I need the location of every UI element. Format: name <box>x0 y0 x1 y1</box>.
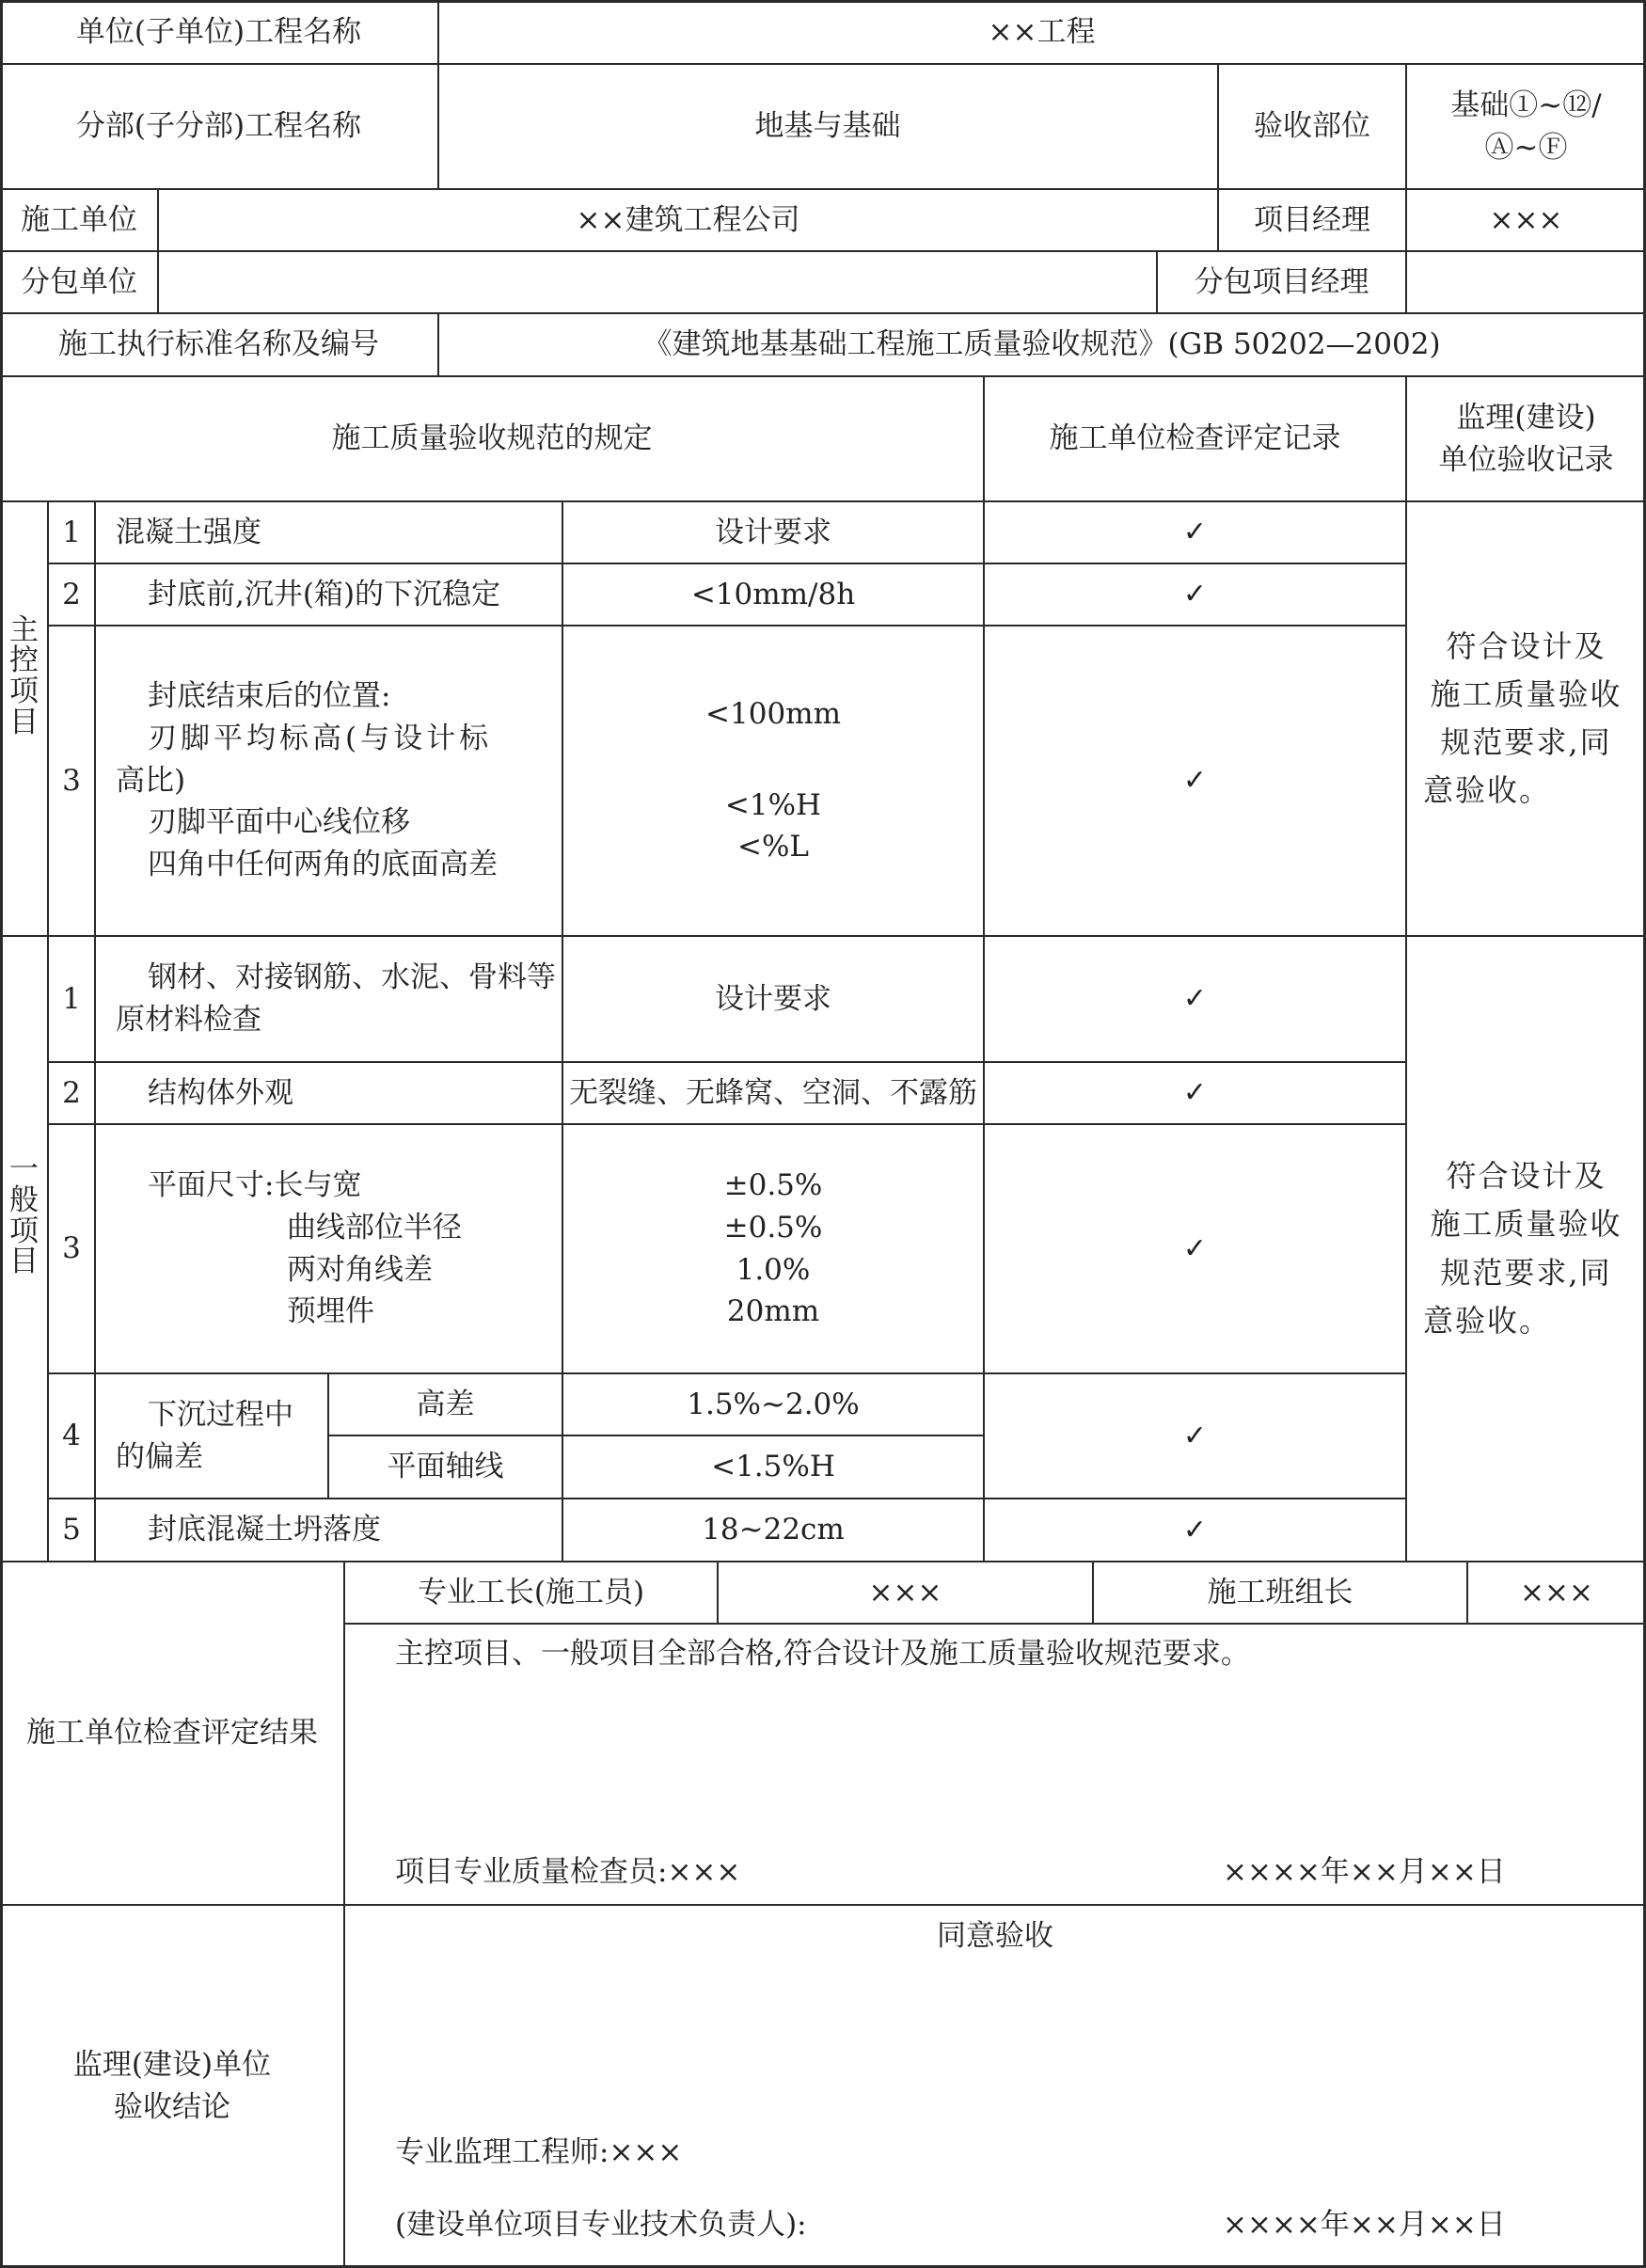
grid-line <box>344 1623 1646 1625</box>
grid-line <box>0 250 1646 252</box>
grid-line <box>48 1498 1406 1499</box>
g-item-3-desc <box>95 1124 562 1373</box>
g-item-4-sub2: 平面轴线 <box>387 1450 504 1484</box>
g-item-1-no: 1 <box>62 981 81 1016</box>
g-item-3-req-line: ±0.5% <box>723 1167 823 1202</box>
g-item-2-check: ✓ <box>1182 1076 1208 1110</box>
standard-value: 《建筑地基基础工程施工质量验收规范》(GB 50202—2002) <box>642 327 1441 362</box>
mc-item-2-req: <10mm/8h <box>690 577 856 611</box>
g-item-2-no: 2 <box>62 1075 81 1110</box>
mc-item-3-desc-line: 四角中任何两角的底面高差 <box>148 848 498 882</box>
main-control-char: 项 <box>9 674 39 708</box>
unit-project-value: ××工程 <box>988 14 1096 49</box>
result-date: ××××年××月××日 <box>1223 1854 1506 1889</box>
g-item-3-check: ✓ <box>1182 1231 1208 1265</box>
g-item-3-req-line: ±0.5% <box>723 1210 823 1245</box>
g-item-4-sub1: 高差 <box>416 1387 475 1421</box>
mc-item-3-desc-line: 高比) <box>116 763 186 798</box>
general-label <box>0 936 48 1562</box>
project-manager-value: ××× <box>1489 202 1563 237</box>
general-char: 一 <box>9 1152 39 1187</box>
main-control-char: 目 <box>9 705 39 739</box>
supervisor-column-header <box>1406 376 1646 501</box>
grid-line <box>0 375 1646 377</box>
supervision-label <box>0 1905 344 2268</box>
mc-item-3-no: 3 <box>62 763 81 798</box>
grid-line <box>437 0 439 189</box>
mc-item-3-desc <box>95 626 562 936</box>
grid-line <box>94 501 96 1562</box>
general-char: 项 <box>9 1213 39 1248</box>
g-item-3-desc-line: 两对角线差 <box>287 1252 433 1287</box>
outer-border-left <box>0 0 3 2268</box>
mc-item-2-check: ✓ <box>1182 578 1208 611</box>
sub-project-value: 地基与基础 <box>754 109 901 144</box>
outer-border-top <box>0 0 1646 3</box>
grid-line <box>1217 64 1219 251</box>
mc-item-3-desc-line: 刃脚平面中心线位移 <box>148 805 410 840</box>
supervision-tech-lead: (建设单位项目专业技术负责人): <box>395 2207 807 2242</box>
g-supervisor-line: 意验收。 <box>1423 1302 1552 1339</box>
supervision-label-line2: 验收结论 <box>114 2090 230 2124</box>
grid-line <box>0 312 1646 314</box>
grid-line <box>343 1562 345 2268</box>
supervision-label-line1: 监理(建设)单位 <box>72 2048 272 2083</box>
construction-unit-value: ××建筑工程公司 <box>576 202 800 237</box>
mc-item-3-req <box>562 626 984 936</box>
foreman-label: 专业工长(施工员) <box>417 1575 645 1610</box>
spec-column-header: 施工质量验收规范的规定 <box>331 421 653 456</box>
main-control-label <box>0 501 48 936</box>
team-leader-label: 施工班组长 <box>1207 1575 1353 1610</box>
g-item-2-desc: 结构体外观 <box>148 1075 293 1110</box>
standard-label: 施工执行标准名称及编号 <box>58 327 379 362</box>
grid-line <box>983 376 985 1562</box>
construction-unit-label: 施工单位 <box>21 202 137 237</box>
grid-line <box>1405 376 1407 1562</box>
mc-supervisor-record <box>1406 501 1646 936</box>
mc-item-3-check: ✓ <box>1182 764 1208 798</box>
team-leader-value: ××× <box>1520 1575 1593 1610</box>
g-supervisor-line: 规范要求,同 <box>1440 1254 1612 1291</box>
g-item-4-check: ✓ <box>1182 1419 1208 1452</box>
g-item-3-req-line: 1.0% <box>736 1252 811 1287</box>
mc-supervisor-line: 规范要求,同 <box>1440 724 1612 760</box>
acceptance-part-line2: Ⓐ~Ⓕ <box>1484 130 1568 165</box>
supervisor-header-line1: 监理(建设) <box>1456 400 1596 435</box>
g-item-4-no: 4 <box>62 1419 81 1453</box>
general-char: 目 <box>9 1245 39 1279</box>
g-item-3-req-line: 20mm <box>726 1294 820 1329</box>
grid-line <box>0 935 1646 937</box>
g-item-4-desc <box>95 1373 328 1499</box>
g-item-3-req <box>562 1124 984 1373</box>
mc-item-3-desc-line: 封底结束后的位置: <box>148 678 391 713</box>
main-control-char: 控 <box>9 643 39 678</box>
subcontract-unit-value <box>158 251 1157 313</box>
mc-item-2-desc: 封底前,沉井(箱)的下沉稳定 <box>148 577 501 611</box>
sub-project-label: 分部(子分部)工程名称 <box>75 109 362 144</box>
grid-line <box>1156 251 1158 313</box>
mc-supervisor-line: 符合设计及 <box>1446 627 1606 664</box>
grid-line <box>0 63 1646 65</box>
mc-item-3-req-line: <1%H <box>724 787 822 822</box>
acceptance-part-label: 验收部位 <box>1254 109 1370 144</box>
g-item-4-desc-line: 的偏差 <box>116 1439 203 1474</box>
g-item-1-check: ✓ <box>1182 982 1208 1016</box>
g-item-3-desc-line: 预埋件 <box>287 1294 374 1329</box>
g-item-2-req: 无裂缝、无蜂窝、空洞、不露筋 <box>569 1075 977 1110</box>
subcontract-manager-value <box>1406 251 1646 313</box>
mc-item-3-req-line: <%L <box>736 830 810 864</box>
grid-line <box>0 1904 1646 1906</box>
mc-supervisor-line: 施工质量验收 <box>1430 675 1622 712</box>
subcontract-manager-label: 分包项目经理 <box>1194 264 1369 299</box>
g-item-5-desc: 封底混凝土坍落度 <box>148 1513 381 1547</box>
grid-line <box>48 563 1406 564</box>
grid-line <box>328 1435 984 1436</box>
acceptance-part-line1: 基础①~⑫/ <box>1450 87 1602 122</box>
subcontract-unit-label: 分包单位 <box>21 264 137 299</box>
mc-supervisor-line: 意验收。 <box>1423 772 1552 809</box>
mc-item-1-no: 1 <box>62 515 81 549</box>
unit-project-label: 单位(子单位)工程名称 <box>75 14 362 49</box>
acceptance-part-value <box>1406 64 1646 189</box>
grid-line <box>0 1561 1646 1562</box>
grid-line <box>0 188 1646 190</box>
grid-line <box>562 501 563 1562</box>
mc-item-2-no: 2 <box>62 577 81 611</box>
g-supervisor-line: 施工质量验收 <box>1430 1206 1622 1243</box>
mc-item-1-check: ✓ <box>1182 515 1208 549</box>
supervision-engineer: 专业监理工程师:××× <box>395 2134 683 2169</box>
g-item-1-desc <box>95 936 562 1062</box>
grid-line <box>0 500 1646 502</box>
grid-line <box>157 189 159 313</box>
main-control-char: 主 <box>9 612 39 647</box>
g-item-4-req2: <1.5%H <box>711 1450 835 1484</box>
result-inspector: 项目专业质量检查员:××× <box>395 1854 741 1889</box>
grid-line <box>437 313 439 376</box>
mc-item-1-desc: 混凝土强度 <box>116 515 261 549</box>
supervision-conclusion: 同意验收 <box>937 1918 1053 1953</box>
project-manager-label: 项目经理 <box>1254 202 1370 237</box>
grid-line <box>1405 64 1407 313</box>
mc-item-3-req-line: <100mm <box>705 696 841 731</box>
result-conclusion: 主控项目、一般项目全部合格,符合设计及施工质量验收规范要求。 <box>395 1636 1250 1671</box>
mc-item-1-req: 设计要求 <box>715 515 831 549</box>
grid-line <box>1466 1562 1468 1624</box>
supervision-date: ××××年××月××日 <box>1223 2207 1506 2242</box>
supervisor-header-line2: 单位验收记录 <box>1438 442 1614 477</box>
g-supervisor-line: 符合设计及 <box>1446 1158 1606 1195</box>
grid-line <box>717 1562 719 1624</box>
g-item-3-desc-line: 平面尺寸:长与宽 <box>148 1167 362 1202</box>
g-supervisor-record <box>1406 936 1646 1562</box>
mc-item-3-desc-line: 刃脚平均标高(与设计标 <box>148 721 493 755</box>
grid-line <box>1092 1562 1094 1624</box>
result-label: 施工单位检查评定结果 <box>26 1716 318 1751</box>
grid-line <box>327 1373 329 1499</box>
grid-line <box>48 1372 1406 1374</box>
g-item-5-req: 18~22cm <box>702 1513 845 1547</box>
g-item-1-desc-line: 钢材、对接钢筋、水泥、骨料等 <box>148 960 556 995</box>
record-column-header: 施工单位检查评定记录 <box>1049 421 1341 456</box>
grid-line <box>48 625 1406 626</box>
grid-line <box>47 501 49 1562</box>
grid-line <box>48 1123 1406 1125</box>
g-item-5-check: ✓ <box>1182 1513 1208 1546</box>
grid-line <box>48 1061 1406 1063</box>
general-char: 般 <box>9 1182 39 1217</box>
g-item-4-desc-line: 下沉过程中 <box>148 1397 293 1432</box>
g-item-3-no: 3 <box>62 1231 81 1266</box>
g-item-1-req: 设计要求 <box>715 981 831 1016</box>
g-item-4-req1: 1.5%~2.0% <box>687 1387 860 1421</box>
foreman-value: ××× <box>868 1575 942 1610</box>
g-item-5-no: 5 <box>62 1513 81 1547</box>
g-item-1-desc-line: 原材料检查 <box>116 1003 261 1037</box>
g-item-3-desc-line: 曲线部位半径 <box>287 1210 462 1245</box>
